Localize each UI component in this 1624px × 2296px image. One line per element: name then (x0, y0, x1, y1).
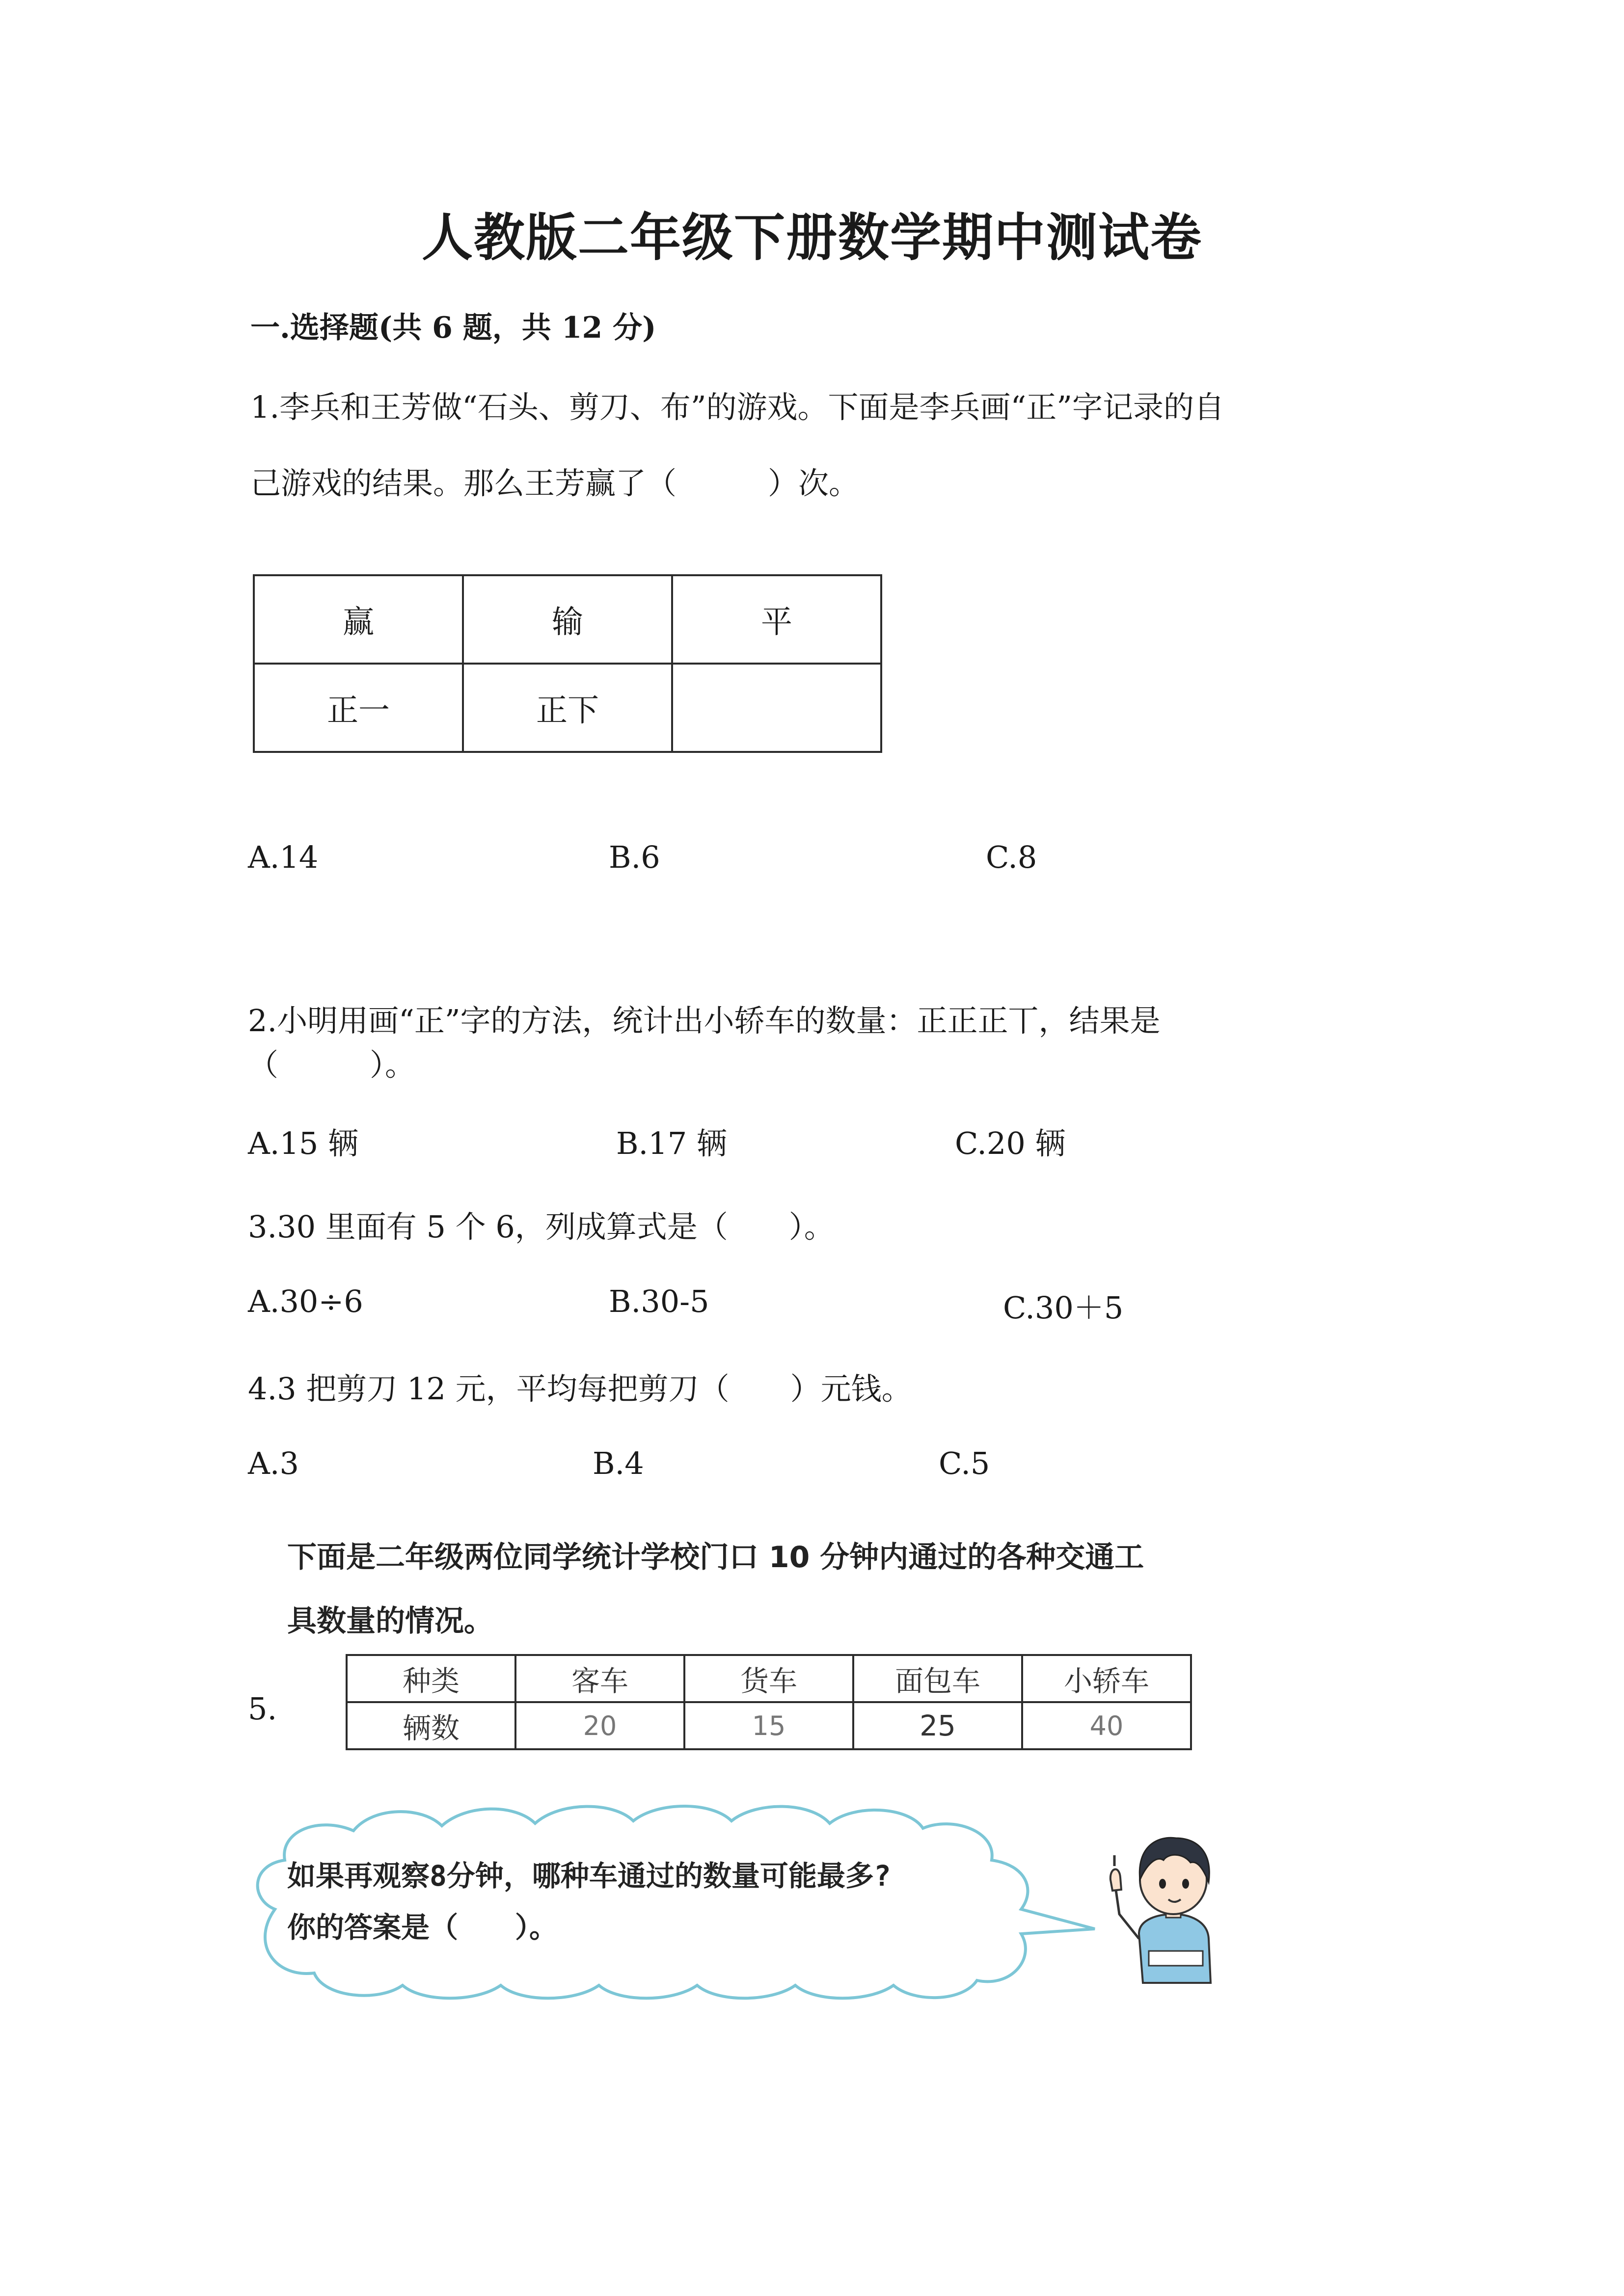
vehicle-table-van: 面包车 (853, 1655, 1022, 1702)
q5-heading-line-1: 下面是二年级两位同学统计学校门口 10 分钟内通过的各种交通工 (287, 1540, 1144, 1575)
cloud-line-2: 你的答案是（ ）。 (287, 1911, 558, 1944)
speech-cloud (241, 1796, 1114, 2002)
vehicle-table-label-count: 辆数 (347, 1702, 515, 1749)
vehicle-table-car: 小轿车 (1022, 1655, 1191, 1702)
q4-option-b[interactable]: B.4 (593, 1445, 644, 1481)
q1-option-a[interactable]: A.14 (248, 839, 319, 875)
q5-heading-line-2: 具数量的情况。 (287, 1604, 493, 1638)
question-5-number: 5. (248, 1691, 277, 1727)
q3-option-c[interactable]: C.30＋5 (1003, 1290, 1124, 1326)
q4-option-c[interactable]: C.5 (939, 1445, 990, 1481)
tally-value-win: 正一 (254, 664, 463, 752)
vehicle-table-bus: 客车 (515, 1655, 684, 1702)
tally-value-lose: 正下 (463, 664, 672, 752)
boy-illustration (1100, 1826, 1227, 1993)
question-4: 4.3 把剪刀 12 元，平均每把剪刀（ ）元钱。 (248, 1371, 912, 1407)
tally-header-win: 赢 (254, 575, 463, 664)
q3-option-b[interactable]: B.30-5 (609, 1283, 709, 1319)
cloud-line-1: 如果再观察8分钟，哪种车通过的数量可能最多? (287, 1859, 891, 1893)
question-1-line-2: 己游戏的结果。那么王芳赢了（ ）次。 (250, 465, 860, 501)
tally-header-lose: 输 (463, 575, 672, 664)
question-3: 3.30 里面有 5 个 6，列成算式是（ ）。 (248, 1209, 835, 1245)
q2-option-b[interactable]: B.17 辆 (616, 1125, 727, 1161)
vehicle-table-truck: 货车 (684, 1655, 853, 1702)
tally-table (253, 574, 882, 753)
vehicle-count-truck: 15 (684, 1702, 853, 1749)
tally-value-draw (672, 664, 881, 752)
q3-option-a[interactable]: A.30÷6 (248, 1283, 363, 1319)
question-2-line-2: （ ）。 (248, 1047, 416, 1083)
vehicle-count-van: 25 (853, 1702, 1022, 1749)
vehicle-table-label-kind: 种类 (347, 1655, 515, 1702)
q1-option-b[interactable]: B.6 (609, 839, 660, 875)
q4-option-a[interactable]: A.3 (248, 1445, 299, 1481)
vehicle-table (346, 1654, 1192, 1750)
vehicle-count-bus: 20 (515, 1702, 684, 1749)
question-2-line-1: 2.小明用画“正”字的方法，统计出小轿车的数量：正正正丅，结果是 (248, 1003, 1161, 1039)
q2-option-c[interactable]: C.20 辆 (955, 1125, 1066, 1161)
section-heading: 一.选择题(共 6 题，共 12 分) (250, 311, 656, 345)
vehicle-count-car: 40 (1022, 1702, 1191, 1749)
tally-header-draw: 平 (672, 575, 881, 664)
question-1-line-1: 1.李兵和王芳做“石头、剪刀、布”的游戏。下面是李兵画“正”字记录的自 (250, 389, 1224, 425)
q2-option-a[interactable]: A.15 辆 (248, 1125, 359, 1161)
page-title: 人教版二年级下册数学期中测试卷 (421, 207, 1202, 267)
q1-option-c[interactable]: C.8 (986, 839, 1037, 875)
